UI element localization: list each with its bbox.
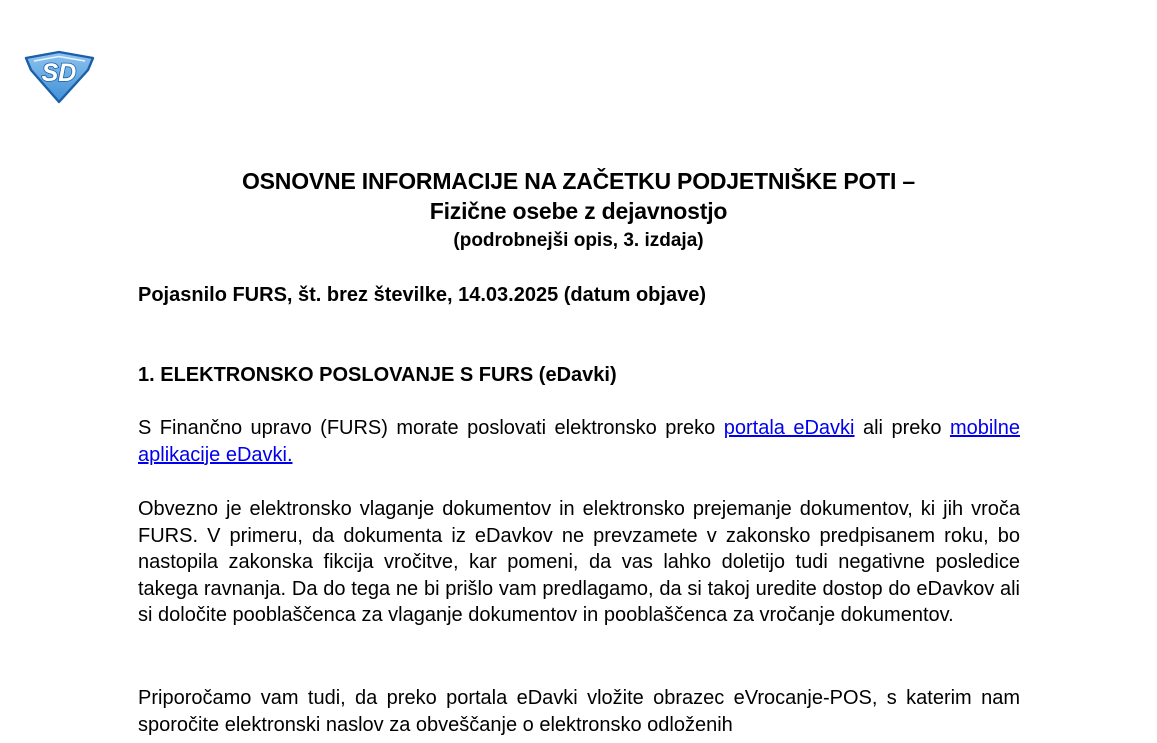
paragraph-1	[138, 415, 1020, 468]
section-1-heading: 1. ELEKTRONSKO POSLOVANJE S FURS (eDavki)	[138, 364, 617, 386]
document-title	[0, 166, 1157, 255]
edavki-portal-link[interactable]: portala eDavki	[723, 417, 855, 439]
svg-text:SD: SD	[41, 59, 77, 87]
title-line-2: Fizične osebe z dejavnostjo	[429, 198, 728, 224]
paragraph-1-text-b: ali preko	[854, 417, 950, 439]
edavki-mobile-app-link[interactable]: mobilne aplikacije eDavki.	[138, 417, 1020, 466]
document-reference: Pojasnilo FURS, št. brez številke, 14.03.2025 (datum objave)	[138, 284, 706, 306]
paragraph-1-text-a: S Finančno upravo (FURS) morate poslovati elektronsko preko	[138, 417, 724, 439]
title-line-1: OSNOVNE INFORMACIJE NA ZAČETKU PODJETNIŠKE POTI –	[241, 168, 916, 194]
sd-shield-logo-icon	[22, 48, 96, 104]
paragraph-3: Priporočamo vam tudi, da preko portala eDavki vložite obrazec eVrocanje-POS, s katerim nam sporočite elektronski naslov za obveščanje o elektronsko odloženih	[138, 687, 1020, 736]
paragraph-2: Obvezno je elektronsko vlaganje dokumentov in elektronsko prejemanje dokumentov, ki jih vroča FURS. V primeru, da dokumenta iz eDavkov ne prevzamete v zakonsko predpisanem roku, bo nastopila zakonska fikcija vročitve, kar pomeni, da vas lahko doletijo tudi negativne posledice takega ravnanja. Da do tega ne bi prišlo vam predlagamo, da si takoj uredite dostop do eDavkov ali si določite pooblaščenca za vlaganje dokumentov in pooblaščenca za vročanje dokumentov.	[138, 498, 1020, 627]
title-edition: (podrobnejši opis, 3. izdaja)	[453, 230, 704, 251]
